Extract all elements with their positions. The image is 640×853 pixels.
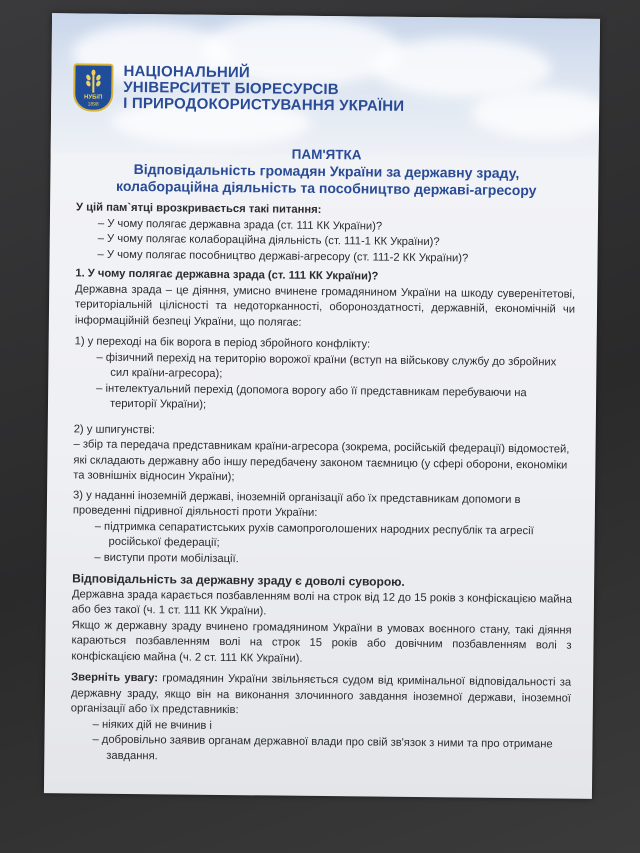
uni-line-2: УНІВЕРСИТЕТ БІОРЕСУРСІВ (123, 78, 339, 99)
point3-item: – виступи проти мобілізації. (94, 551, 239, 565)
uni-line-3: І ПРИРОДОКОРИСТУВАННЯ УКРАЇНИ (123, 94, 405, 115)
document-content (70, 143, 576, 768)
section1-heading: 1. У чому полягає державна зрада (ст. 111 КК України)? (75, 267, 379, 283)
intro-item: – У чому полягає пособництво державі-агресору (ст. 111-2 КК України)? (97, 248, 469, 265)
university-header (73, 63, 405, 114)
title-line-1: Відповідальність громадян України за державну зраду, (133, 161, 520, 182)
section1-definition: Державна зрада – це діяння, умисно вчинене громадянином України на шкоду суверенітетові, територіальній цілісності та недоторканності, обороноздатності, державній, економічній чи інформаційній безпеці України, що полягає: (74, 282, 576, 329)
liability-para-1: Державна зрада карається позбавленням волі на строк від 12 до 15 років з конфіскацією майна або без такої (ч. 1 ст. 111 КК України). (71, 587, 573, 618)
liability-heading: Відповідальність за державну зраду є доволі суворою. (72, 571, 405, 589)
note-label: Зверніть увагу: (71, 671, 159, 685)
title-main: ПАМ'ЯТКА (291, 146, 362, 163)
uni-line-1: НАЦІОНАЛЬНИЙ (123, 62, 250, 82)
point1-title: 1) у переході на бік ворога в період збройного конфлікту: (74, 335, 371, 351)
logo-year: 1898 (87, 101, 99, 108)
logo-text: НУБіП (83, 94, 103, 101)
point1-item: – інтелектуальний перехід (допомога ворогу або її представникам перебуваючи на території України); (96, 382, 527, 411)
intro-item: – У чому полягає колабораційна діяльність (ст. 111-1 КК України)? (97, 232, 440, 249)
document-title (76, 143, 577, 199)
liability-para-2: Якщо ж державну зраду вчинено громадянином України в умовах воєнного стану, такі діяння караються позбавленням волі на строк 15 років або довічним позбавленням волі з конфіскацією майна (ч. 2 ст. 111 КК України). (71, 618, 572, 665)
point3-title: 3) у наданні іноземній державі, іноземній організації або їх представникам допомоги в проведенні підривної діяльності проти України: (72, 488, 521, 519)
note-paragraph (71, 670, 571, 722)
title-line-2: колабораційна діяльність та пособництво державі-агресору (115, 177, 537, 199)
document-sheet (44, 13, 600, 799)
note-text: громадянин України звільняється судом від кримінальної відповідальності за державну зраду, якщо він на виконання злочинного завдання іноземної держави, іноземної організації або їх представників: (70, 672, 572, 717)
note-item: – добровільно заявив органам державної влади про свій зв'язок з ними та про отримане завдання. (92, 733, 553, 762)
university-crest-logo (73, 63, 114, 111)
intro-heading: У цій пам`ятці врозкривається такі питання: (76, 201, 322, 216)
note-item: – ніяких дій не вчинив і (92, 718, 212, 732)
point1-item: – фізичний перехід на територію ворожої країни (вступ на військову службу до збройних сил країни-агресора); (96, 351, 557, 380)
intro-item: – У чому полягає державна зрада (ст. 111 КК України)? (97, 217, 383, 233)
point3-item: – підтримка сепаратистських рухів самопроголошених народних республік та агресії російської федерації; (94, 520, 534, 549)
point2-text: – збір та передача представникам країни-агресора (зокрема, російській федерації) відомостей, які складають державну або іншу передбачену законом таємницю (у сфері оборони, економіки та зовнішніх відносин України); (73, 438, 570, 484)
point2-title: 2) у шпигунстві: (73, 422, 155, 436)
wheat-icon (80, 68, 106, 94)
university-name (123, 64, 405, 115)
